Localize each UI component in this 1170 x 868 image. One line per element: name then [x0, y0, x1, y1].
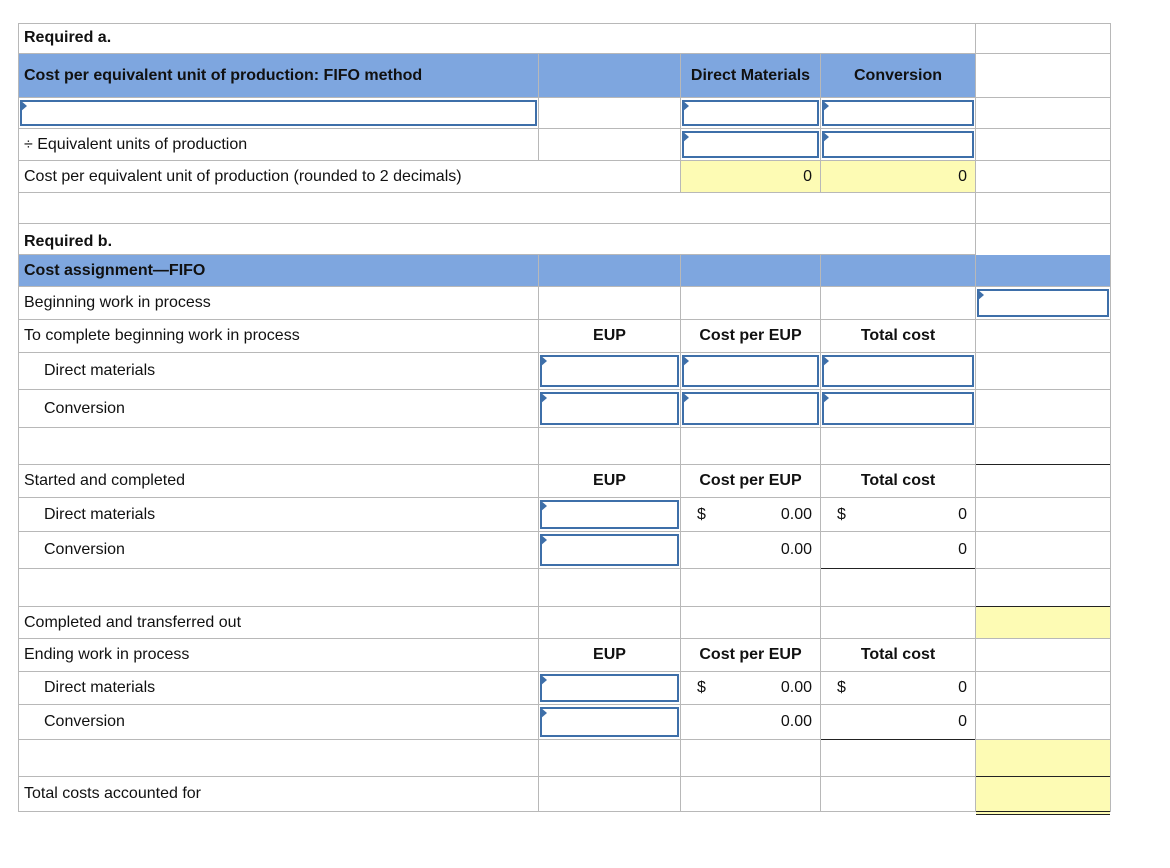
ending-wip-row — [18, 639, 1111, 672]
eup-header: EUP — [593, 327, 626, 344]
cost-per-eup-header: Cost per EUP — [699, 327, 802, 344]
blank-row-2 — [18, 569, 1111, 607]
ewip-eup-header: EUP — [593, 646, 626, 663]
sc-conversion-total-cost: 0 — [958, 541, 967, 558]
started-completed-label: Started and completed — [24, 472, 185, 489]
sc-total-cost-header: Total cost — [860, 472, 936, 489]
equiv-units-label: ÷ Equivalent units of production — [24, 135, 248, 153]
sc-cost-per-eup-header: Cost per EUP — [699, 472, 802, 489]
sc-eup-header: EUP — [593, 472, 626, 489]
total-costs-accounted-value — [975, 777, 1111, 812]
bwip-dm-eup-input[interactable] — [540, 355, 679, 387]
total-costs-row — [18, 777, 1111, 812]
sc-dm-row — [18, 498, 1111, 532]
required-a-heading-row — [18, 23, 1111, 54]
bwip-dm-cost-input[interactable] — [682, 355, 819, 387]
beginning-wip-label: Beginning work in process — [24, 294, 211, 311]
bwip-dm-row — [18, 353, 1111, 390]
to-complete-bwip-label: To complete beginning work in process — [24, 327, 300, 344]
bwip-dm-label: Direct materials — [44, 362, 156, 379]
bwip-conversion-label: Conversion — [44, 399, 125, 417]
conversion-cost-input[interactable] — [822, 100, 974, 126]
ewip-dm-cost-per-eup: 0.00 — [780, 679, 812, 696]
ewip-dm-total-dollar-sign: $ — [837, 679, 846, 696]
col-header-conversion: Conversion — [853, 66, 942, 84]
required-a-header-row — [18, 54, 1111, 98]
sc-dm-dollar-sign: $ — [697, 505, 706, 523]
dm-equiv-units-input[interactable] — [682, 131, 819, 158]
to-complete-bwip-row — [18, 320, 1111, 353]
cost-per-eup-row — [18, 161, 1111, 193]
required-b-heading: Required b. — [24, 233, 113, 250]
sc-conversion-cost-per-eup: 0.00 — [780, 541, 812, 558]
ewip-dm-total-cost: 0 — [958, 679, 967, 696]
completed-transferred-row — [18, 607, 1111, 639]
required-a-cost-row — [18, 98, 1111, 129]
beginning-wip-row — [18, 287, 1111, 320]
ewip-dm-label: Direct materials — [44, 679, 156, 696]
sc-dm-total-cost: 0 — [958, 505, 967, 523]
col-header-direct-materials: Direct Materials — [690, 66, 811, 84]
total-costs-label: Total costs accounted for — [24, 785, 201, 802]
sc-conversion-eup-input[interactable] — [540, 534, 679, 566]
ending-wip-label: Ending work in process — [24, 646, 190, 663]
sc-conversion-label: Conversion — [44, 541, 125, 558]
bwip-conversion-eup-input[interactable] — [540, 392, 679, 425]
conversion-cost-per-eup-value: 0 — [958, 167, 967, 185]
total-cost-header: Total cost — [860, 327, 936, 344]
sc-dm-label: Direct materials — [44, 505, 156, 523]
equiv-units-row — [18, 129, 1111, 161]
cost-per-eup-label: Cost per equivalent unit of production (rounded to 2 decimals) — [24, 167, 462, 185]
ewip-total-cost-header: Total cost — [860, 646, 936, 663]
spacer-row — [18, 193, 1111, 224]
ewip-dm-eup-input[interactable] — [540, 674, 679, 702]
ewip-dm-row — [18, 672, 1111, 705]
ewip-total-row — [18, 740, 1111, 777]
bwip-conversion-total-input[interactable] — [822, 392, 974, 425]
sc-dm-total-dollar-sign: $ — [837, 505, 846, 523]
ewip-cost-per-eup-header: Cost per EUP — [699, 646, 802, 663]
beginning-wip-cost-input[interactable] — [977, 289, 1109, 317]
bwip-dm-total-input[interactable] — [822, 355, 974, 387]
bwip-conversion-row — [18, 390, 1111, 428]
sc-conversion-row — [18, 532, 1111, 569]
required-b-header-row — [18, 255, 1111, 287]
ewip-conversion-eup-input[interactable] — [540, 707, 679, 737]
cost-label-input[interactable] — [20, 100, 537, 126]
required-a-table-title: Cost per equivalent unit of production: FIFO method — [24, 66, 423, 84]
started-completed-row — [18, 465, 1111, 498]
bwip-conversion-cost-input[interactable] — [682, 392, 819, 425]
dm-cost-per-eup-value: 0 — [803, 167, 812, 185]
completed-transferred-total — [975, 607, 1111, 639]
completed-transferred-label: Completed and transferred out — [24, 613, 242, 631]
sc-dm-cost-per-eup: 0.00 — [780, 505, 812, 523]
ending-wip-total — [975, 740, 1111, 777]
ewip-dm-dollar-sign: $ — [697, 679, 706, 696]
required-b-heading-row — [18, 224, 1111, 255]
dm-cost-input[interactable] — [682, 100, 819, 126]
sc-dm-eup-input[interactable] — [540, 500, 679, 529]
required-b-table-title: Cost assignment—FIFO — [24, 261, 206, 279]
ewip-conversion-cost-per-eup: 0.00 — [780, 713, 812, 730]
blank-row-1 — [18, 428, 1111, 465]
conversion-equiv-units-input[interactable] — [822, 131, 974, 158]
ewip-conversion-row — [18, 705, 1111, 740]
ewip-conversion-label: Conversion — [44, 713, 125, 730]
ewip-conversion-total-cost: 0 — [958, 713, 967, 730]
required-a-heading: Required a. — [24, 29, 112, 46]
